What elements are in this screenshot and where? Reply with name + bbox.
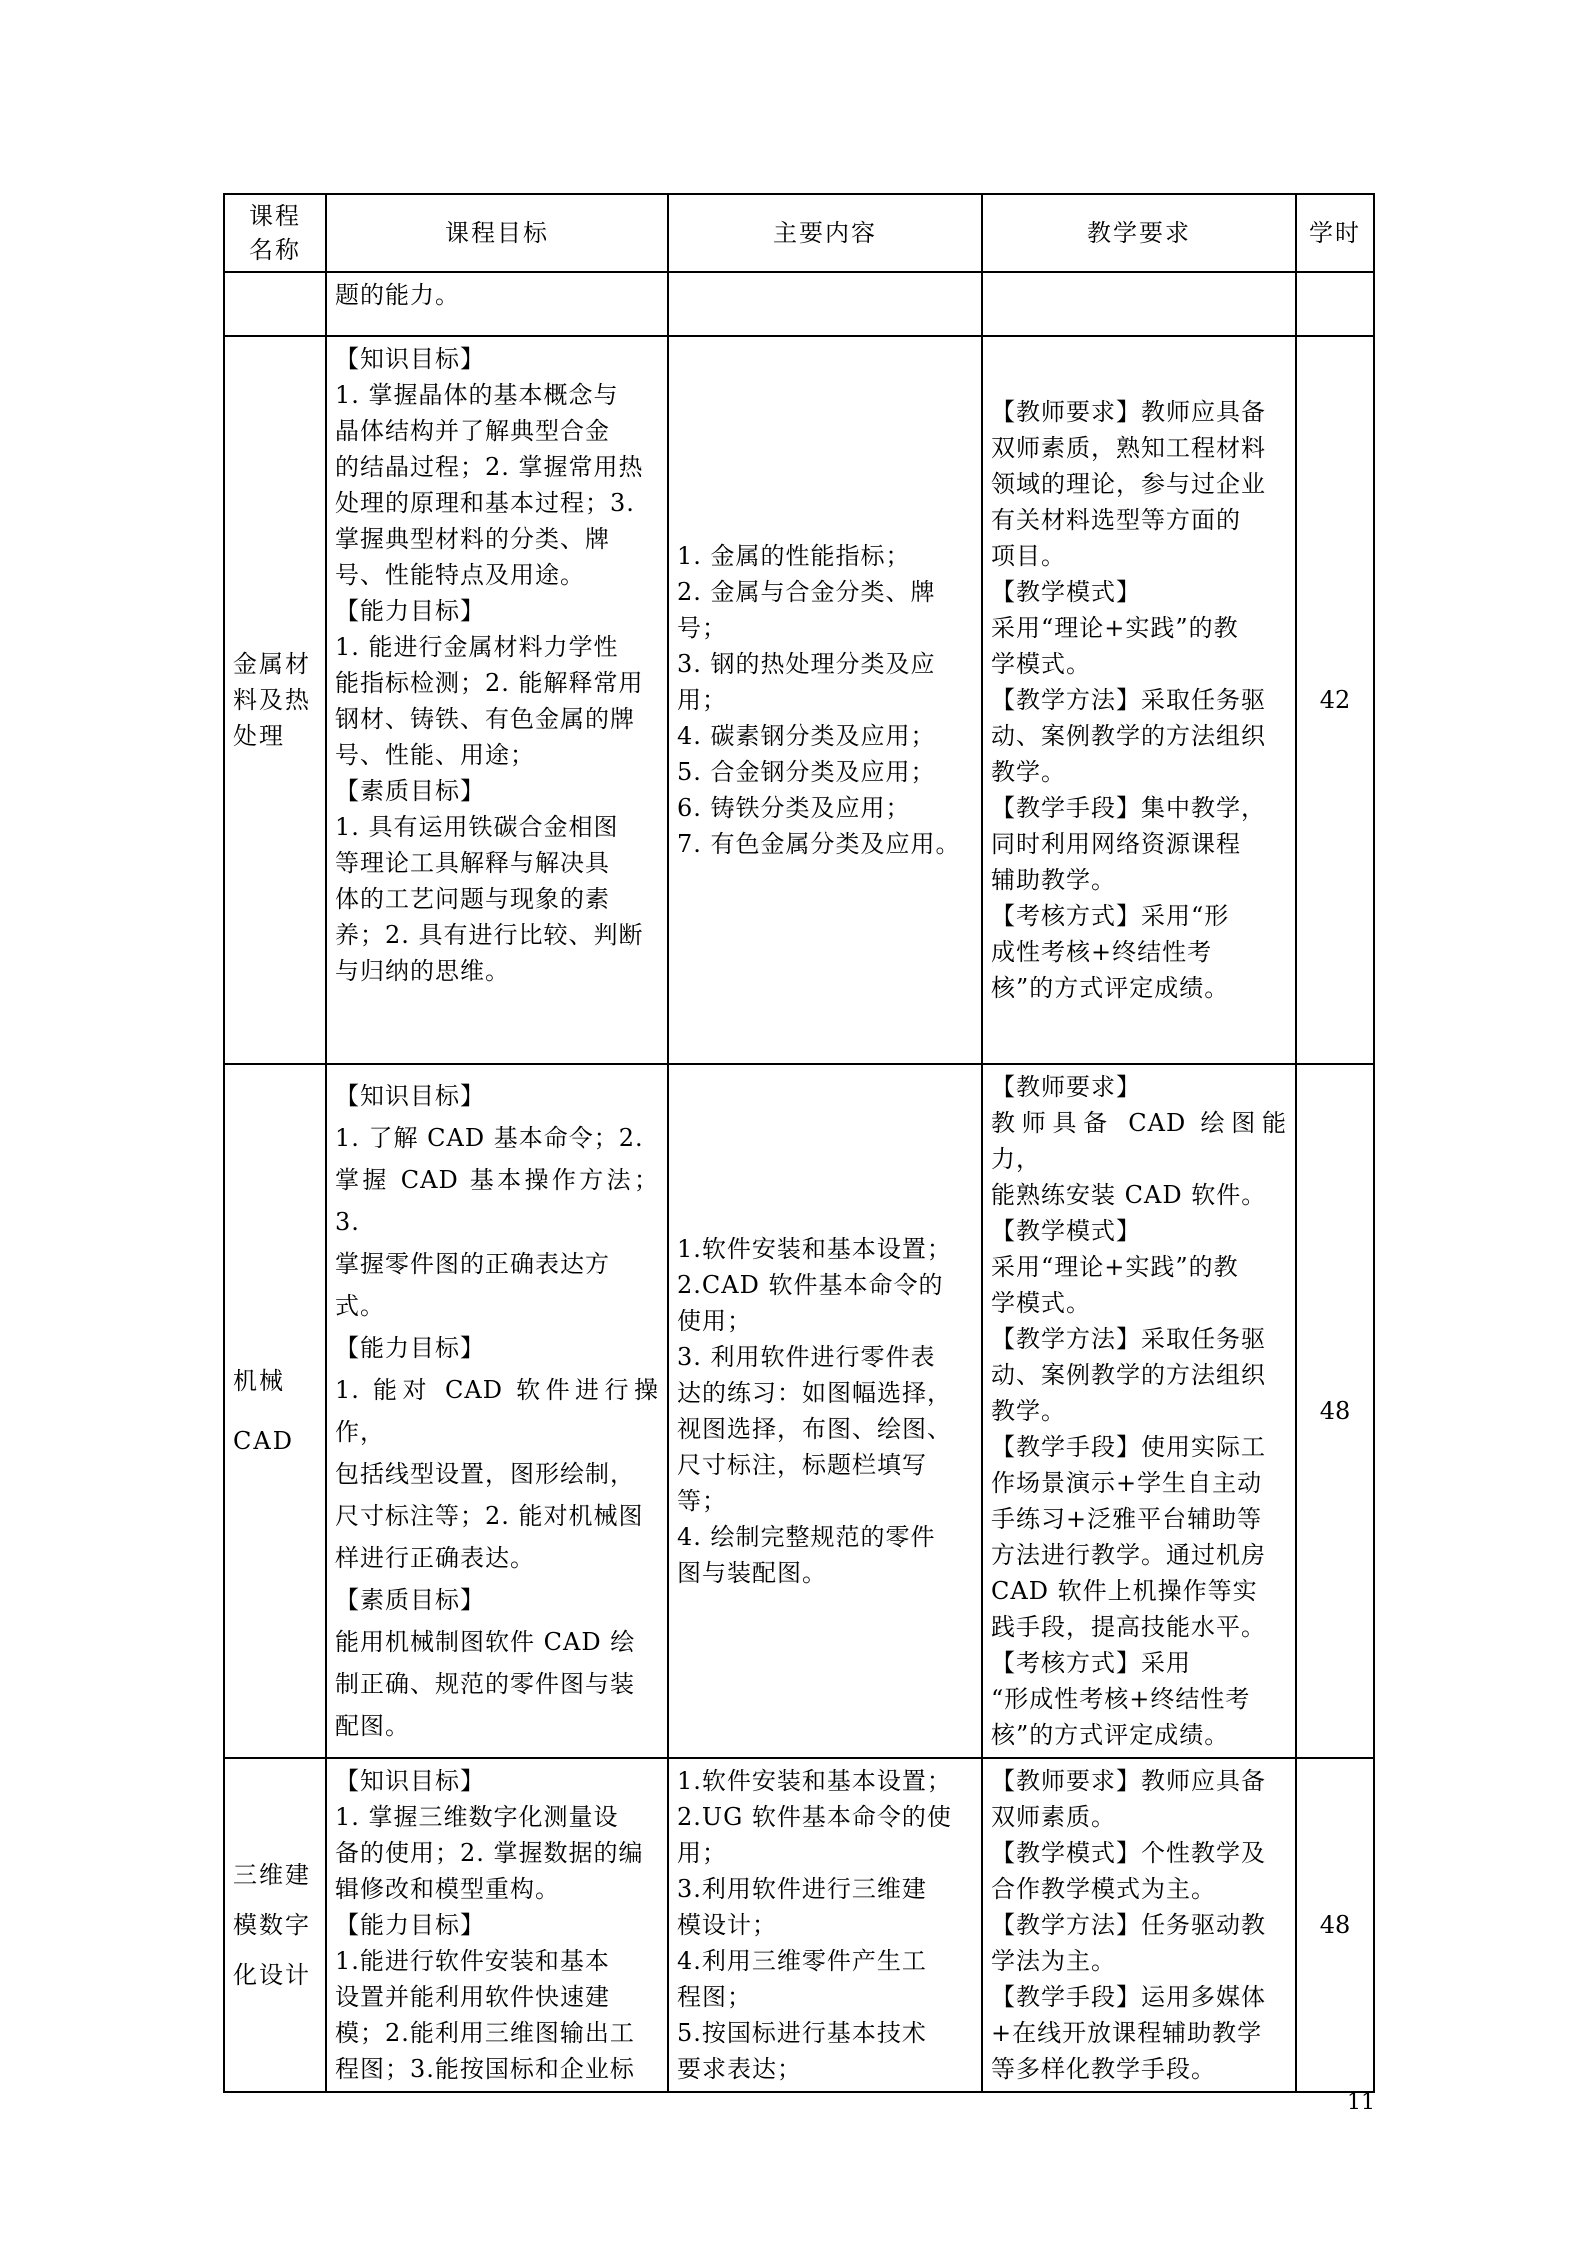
teaching-requirements-cell (982, 1064, 1296, 1758)
cell-text-line: 程图； (677, 1983, 752, 2011)
cell-text-line: 号、性能、用途； (335, 741, 535, 769)
cell-text-line: 视图选择，布图、绘图、 (677, 1415, 952, 1443)
cell-text-line: “形成性考核+终结性考 (991, 1685, 1251, 1713)
cell-text-line: 动、案例教学的方法组织 (991, 722, 1266, 750)
cell-text-line: 养；2. 具有进行比较、判断 (335, 921, 644, 949)
cell-text-line: 配图。 (335, 1712, 410, 1740)
cell-text-line: 2.CAD 软件基本命令的 (677, 1271, 944, 1299)
cell-text-line: 处理的原理和基本过程；3. (335, 489, 635, 517)
cell-text-line: 【能力目标】 (335, 1911, 485, 1939)
cell-text-line: 模设计； (677, 1911, 777, 1939)
cell-text-line: 作场景演示+学生自主动 (991, 1469, 1263, 1497)
header-teaching-requirements: 教学要求 (982, 194, 1296, 272)
cell-text-line: 尺寸标注等；2. 能对机械图 (335, 1502, 644, 1530)
cell-text-line: 模；2.能利用三维图输出工 (335, 2019, 635, 2047)
cell-text-line: 用； (677, 686, 727, 714)
page-number: 11 (1347, 2090, 1375, 2115)
cell-text-line: 包括线型设置，图形绘制， (335, 1460, 635, 1488)
cell-text-line: 【教学手段】使用实际工 (991, 1433, 1266, 1461)
cell-text-line: 【教学方法】采取任务驱 (991, 686, 1266, 714)
continuation-requirements-cell (982, 272, 1296, 336)
cell-text-line: 5.按国标进行基本技术 (677, 2019, 927, 2047)
cell-text-line: 号； (677, 614, 727, 642)
cell-text-line: 1. 了解 CAD 基本命令；2. (335, 1124, 644, 1152)
cell-text-line: 教师具备 CAD 绘图能力， (991, 1109, 1287, 1173)
cell-text-line: 4. 碳素钢分类及应用； (677, 722, 936, 750)
cell-text-line: 核”的方式评定成绩。 (991, 1721, 1230, 1749)
cell-text-line: 尺寸标注，标题栏填写 (677, 1451, 927, 1479)
cell-text-line: 等； (677, 1487, 727, 1515)
cell-text-line: 使用； (677, 1307, 752, 1335)
cell-text-line: 掌握 CAD 基本操作方法；3. (335, 1166, 659, 1236)
cell-text-line: 样进行正确表达。 (335, 1544, 535, 1572)
cell-text-line: 1. 能对 CAD 软件进行操作， (335, 1376, 659, 1446)
cell-text-line: 2. 金属与合金分类、牌 (677, 578, 936, 606)
cell-text-line: 1. 掌握晶体的基本概念与 (335, 381, 619, 409)
cell-text-line: 领域的理论，参与过企业 (991, 470, 1266, 498)
cell-text-line: 辑修改和模型重构。 (335, 1875, 560, 1903)
cell-text-line: 掌握零件图的正确表达方 (335, 1250, 610, 1278)
header-course-name-line2: 名称 (249, 236, 301, 264)
cell-text-line: 【教师要求】 (991, 1073, 1141, 1101)
hours-cell: 42 (1296, 336, 1374, 1064)
cell-text-line: 【考核方式】采用 (991, 1649, 1191, 1677)
course-row-metal-materials (224, 336, 1374, 1064)
course-row-mechanical-cad (224, 1064, 1374, 1758)
cell-text-line: 1.软件安装和基本设置； (677, 1767, 952, 1795)
cell-text-line: 式。 (335, 1292, 385, 1320)
cell-text-line: 学模式。 (991, 1289, 1091, 1317)
continuation-content-cell (668, 272, 982, 336)
cell-text-line: 【教师要求】教师应具备 (991, 398, 1266, 426)
cell-text-line: 【教学模式】 (991, 578, 1141, 606)
header-hours: 学时 (1296, 194, 1374, 272)
cell-text-line: 【教学模式】 (991, 1217, 1141, 1245)
cell-text-line: 6. 铸铁分类及应用； (677, 794, 911, 822)
cell-text-line: 【能力目标】 (335, 1334, 485, 1362)
hours-cell: 48 (1296, 1064, 1374, 1758)
cell-text-line: 5. 合金钢分类及应用； (677, 758, 936, 786)
cell-text-line: 1.能进行软件安装和基本 (335, 1947, 610, 1975)
cell-text-line: 用； (677, 1839, 727, 1867)
cell-text-line: 备的使用；2. 掌握数据的编 (335, 1839, 644, 1867)
course-goals-cell (326, 336, 668, 1064)
cell-text-line: 体的工艺问题与现象的素 (335, 885, 610, 913)
cell-text-line: 制正确、规范的零件图与装 (335, 1670, 635, 1698)
cell-text-line: 1. 掌握三维数字化测量设 (335, 1803, 619, 1831)
main-content-cell (668, 1758, 982, 2092)
cell-text-line: 晶体结构并了解典型合金 (335, 417, 610, 445)
continuation-row (224, 272, 1374, 336)
cell-text-line: 1.软件安装和基本设置； (677, 1235, 952, 1263)
course-name-cell (224, 1064, 326, 1758)
cell-text-line: 【知识目标】 (335, 1082, 485, 1110)
cell-text-line: 教学。 (991, 758, 1066, 786)
cell-text-line: 图与装配图。 (677, 1559, 827, 1587)
hours-cell: 48 (1296, 1758, 1374, 2092)
cell-text-line: +在线开放课程辅助教学 (991, 2019, 1263, 2047)
header-course-goals: 课程目标 (326, 194, 668, 272)
cell-text-line: 【知识目标】 (335, 345, 485, 373)
continuation-name-cell (224, 272, 326, 336)
cell-text-line: 3. 钢的热处理分类及应 (677, 650, 936, 678)
course-name-cell: 三维建模数字化设计 (224, 1758, 326, 2092)
cell-text-line: 4. 绘制完整规范的零件 (677, 1523, 936, 1551)
course-table (223, 193, 1375, 2093)
cell-text-line: 能用机械制图软件 CAD 绘 (335, 1628, 636, 1656)
cell-text-line: 掌握典型材料的分类、牌 (335, 525, 610, 553)
cell-text-line: 双师素质，熟知工程材料 (991, 434, 1266, 462)
cell-text-line: 【素质目标】 (335, 1586, 485, 1614)
course-name-cell: 金属材料及热处理 (224, 336, 326, 1064)
cell-text-line: 辅助教学。 (991, 866, 1116, 894)
cell-text-line: 同时利用网络资源课程 (991, 830, 1241, 858)
cell-text-line: 【教师要求】教师应具备 (991, 1767, 1266, 1795)
cell-text-line: 采用“理论+实践”的教 (991, 614, 1239, 642)
cell-text-line: 3.利用软件进行三维建 (677, 1875, 927, 1903)
cell-text-line: 1. 具有运用铁碳合金相图 (335, 813, 619, 841)
cell-text-line: 合作教学模式为主。 (991, 1875, 1216, 1903)
course-goals-cell (326, 1758, 668, 2092)
cell-text-line: 【教学模式】个性教学及 (991, 1839, 1266, 1867)
cell-text-line: 【知识目标】 (335, 1767, 485, 1795)
continuation-hours-cell (1296, 272, 1374, 336)
header-course-name-line1: 课程 (249, 202, 301, 230)
teaching-requirements-cell (982, 336, 1296, 1064)
cell-text-line: 3. 利用软件进行零件表 (677, 1343, 936, 1371)
cell-text-line: 7. 有色金属分类及应用。 (677, 830, 961, 858)
main-content-cell (668, 336, 982, 1064)
cell-text-line: 【教学手段】运用多媒体 (991, 1983, 1266, 2011)
cell-text-line: 双师素质。 (991, 1803, 1116, 1831)
cell-text-line: 设置并能利用软件快速建 (335, 1983, 610, 2011)
cell-text-line: 手练习+泛雅平台辅助等 (991, 1505, 1263, 1533)
cell-text-line: 【教学手段】集中教学， (991, 794, 1266, 822)
cell-text-line: 学模式。 (991, 650, 1091, 678)
cell-text-line: 践手段，提高技能水平。 (991, 1613, 1266, 1641)
cell-text-line: 动、案例教学的方法组织 (991, 1361, 1266, 1389)
cell-text-line: CAD 软件上机操作等实 (991, 1577, 1258, 1605)
header-main-content: 主要内容 (668, 194, 982, 272)
cell-text-line: 4.利用三维零件产生工 (677, 1947, 927, 1975)
continuation-goals-cell (326, 272, 668, 336)
header-course-name (224, 194, 326, 272)
course-name-line2: CAD (233, 1427, 294, 1455)
cell-text-line: 达的练习：如图幅选择， (677, 1379, 952, 1407)
cell-text-line: 2.UG 软件基本命令的使 (677, 1803, 952, 1831)
cell-text-line: 要求表达； (677, 2055, 802, 2083)
course-name-line1: 机械 (233, 1367, 285, 1395)
cell-text-line: 【教学方法】采取任务驱 (991, 1325, 1266, 1353)
cell-text-line: 【素质目标】 (335, 777, 485, 805)
cell-text-line: 能熟练安装 CAD 软件。 (991, 1181, 1267, 1209)
cell-text-line: 采用“理论+实践”的教 (991, 1253, 1239, 1281)
cell-text-line: 学法为主。 (991, 1947, 1116, 1975)
cell-text-line: 的结晶过程；2. 掌握常用热 (335, 453, 644, 481)
main-content-cell (668, 1064, 982, 1758)
cell-text-line: 【考核方式】采用“形 (991, 902, 1230, 930)
cell-text-line: 与归纳的思维。 (335, 957, 510, 985)
cell-text-line: 等多样化教学手段。 (991, 2055, 1216, 2083)
cell-text-line: 有关材料选型等方面的 (991, 506, 1241, 534)
course-row-3d-modeling (224, 1758, 1374, 2092)
cell-text-line: 方法进行教学。通过机房 (991, 1541, 1266, 1569)
cell-text-line: 能指标检测；2. 能解释常用 (335, 669, 644, 697)
cell-text-line: 1. 能进行金属材料力学性 (335, 633, 619, 661)
cell-text-line: 钢材、铸铁、有色金属的牌 (335, 705, 635, 733)
cell-text-line: 1. 金属的性能指标； (677, 542, 911, 570)
cell-text-line: 题的能力。 (335, 281, 460, 309)
cell-text-line: 教学。 (991, 1397, 1066, 1425)
cell-text-line: 核”的方式评定成绩。 (991, 974, 1230, 1002)
course-goals-cell (326, 1064, 668, 1758)
cell-text-line: 成性考核+终结性考 (991, 938, 1213, 966)
cell-text-line: 程图；3.能按国标和企业标 (335, 2055, 635, 2083)
teaching-requirements-cell (982, 1758, 1296, 2092)
cell-text-line: 【教学方法】任务驱动教 (991, 1911, 1266, 1939)
cell-text-line: 号、性能特点及用途。 (335, 561, 585, 589)
cell-text-line: 【能力目标】 (335, 597, 485, 625)
header-row (224, 194, 1374, 272)
cell-text-line: 项目。 (991, 542, 1066, 570)
cell-text-line: 等理论工具解释与解决具 (335, 849, 610, 877)
